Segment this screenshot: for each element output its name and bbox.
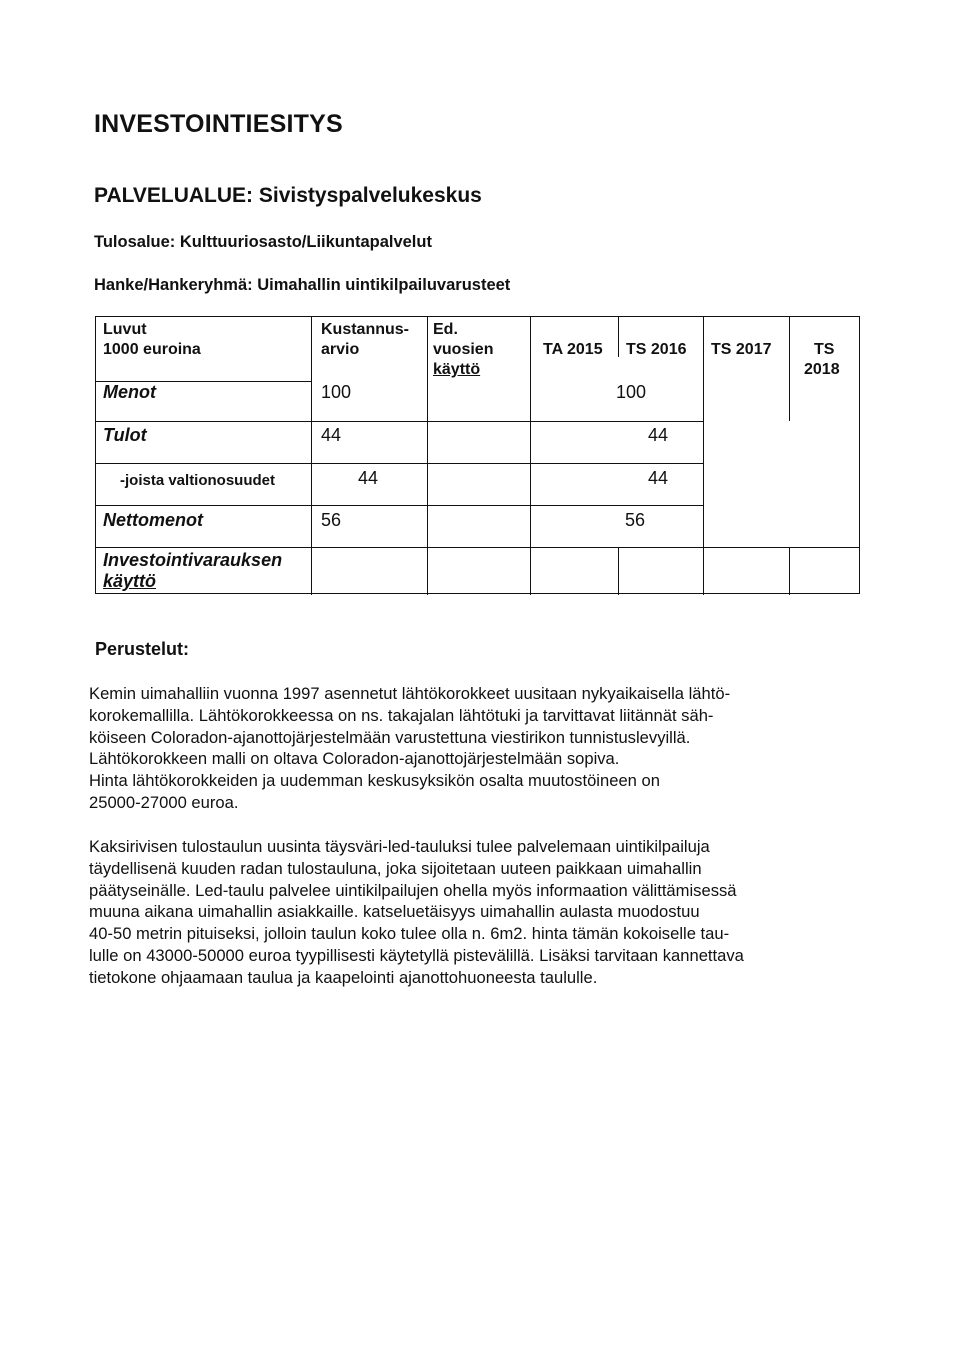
row-label-investointivaraus-line2: käyttö	[103, 571, 157, 591]
paragraph-line: Kemin uimahalliin vuonna 1997 asennetut lähtökorokkeet uusitaan nykyaikaisella lähtö-	[89, 684, 731, 703]
paragraph-line: lulle on 43000-50000 euroa tyypillisesti käytetyllä pistevälillä. Lisäksi tarvitaan kannettava	[89, 945, 744, 965]
paragraph-line: 40-50 metrin pituiseksi, jolloin taulun koko tulee olla n. 6m2. hinta tämän kokoiselle tau-	[89, 924, 730, 944]
paragraph-line: Kaksirivisen tulostaulun uusinta täysväri-led-tauluksi tulee palvelemaan uintikilpailuja	[89, 837, 710, 856]
table-divider	[311, 317, 312, 595]
header-ts2018-line1: TS	[814, 341, 835, 358]
paragraph-line: korokemallilla. Lähtökorokkeessa on ns. takajalan lähtötuki ja tarvittavat liitännät säh-	[89, 705, 714, 725]
table-divider	[618, 317, 619, 357]
table-divider	[96, 505, 703, 506]
row-ts2016-nettomenot: 56	[625, 510, 646, 530]
row-estimate-menot: 100	[321, 382, 352, 402]
paragraph-line: Lähtökorokkeen malli on oltava Coloradon-ajanottojärjestelmään sopiva.	[89, 749, 620, 769]
paragraph-line: päätyseinälle. Led-taulu palvelee uintikilpailujen ohella myös informaation välittämisessä	[89, 880, 737, 900]
table-divider	[96, 421, 703, 422]
header-prev-line2: vuosien	[433, 341, 494, 358]
table-divider	[427, 317, 428, 595]
row-label-tulot: Tulot	[103, 425, 147, 445]
justification-label: Perustelut:	[95, 639, 190, 659]
paragraph-line: 25000-27000 euroa.	[89, 792, 239, 812]
service-area-heading: PALVELUALUE: Sivistyspalvelukeskus	[94, 184, 482, 207]
investment-table	[95, 316, 860, 594]
paragraph-line: köiseen Coloradon-ajanottojärjestelmään varustettuna viestirikon tunnistuslevyillä.	[89, 727, 691, 747]
table-divider	[530, 317, 531, 595]
justification-paragraph-1	[89, 683, 869, 814]
paragraph-line: täydellisenä kuuden radan tulostauluna, joka sijoitetaan uuteen paikkaan uimahallin	[89, 858, 702, 878]
header-estimate-line2: arvio	[321, 341, 360, 358]
row-label-investointivaraus-line1: Investointivarauksen	[103, 550, 283, 570]
header-ts2016: TS 2016	[626, 341, 687, 358]
header-ta2015: TA 2015	[543, 341, 603, 358]
header-estimate-line1: Kustannus-	[321, 321, 409, 338]
row-label-valtionosuudet: -joista valtionosuudet	[120, 472, 276, 489]
header-prev-line3: käyttö	[433, 361, 481, 378]
row-estimate-nettomenot: 56	[321, 510, 342, 530]
row-ts2016-tulot: 44	[648, 425, 669, 445]
row-ts2016-menot: 100	[616, 382, 647, 402]
row-ts2016-valtionosuudet: 44	[648, 468, 669, 488]
table-divider	[96, 547, 859, 548]
row-label-nettomenot: Nettomenot	[103, 510, 203, 530]
header-ts2018-line2: 2018	[804, 361, 840, 378]
paragraph-line: muuna aikana uimahallin asiakkaille. katseluetäisyys uimahallin aulasta muodostuu	[89, 902, 700, 922]
project-heading: Hanke/Hankeryhmä: Uimahallin uintikilpailuvarusteet	[94, 276, 511, 294]
table-divider	[789, 547, 790, 595]
header-units-line1: Luvut	[103, 321, 147, 338]
paragraph-line: tietokone ohjaamaan taulua ja kaapelointi ajanottohuoneesta taululle.	[89, 967, 598, 987]
document-title: INVESTOINTIESITYS	[94, 110, 343, 138]
paragraph-line: Hinta lähtökorokkeiden ja uudemman keskusyksikön osalta muutostöineen on	[89, 771, 660, 791]
header-prev-line1: Ed.	[433, 321, 458, 338]
table-divider	[703, 317, 704, 595]
table-divider	[96, 463, 703, 464]
table-divider	[618, 547, 619, 595]
table-divider	[789, 317, 790, 421]
justification-paragraph-2	[89, 836, 869, 989]
header-ts2017: TS 2017	[711, 341, 772, 358]
result-unit-heading: Tulosalue: Kulttuuriosasto/Liikuntapalvelut	[94, 233, 432, 251]
header-units-line2: 1000 euroina	[103, 341, 201, 358]
row-label-menot: Menot	[103, 382, 156, 402]
row-estimate-tulot: 44	[321, 425, 342, 445]
row-estimate-valtionosuudet: 44	[358, 468, 379, 488]
